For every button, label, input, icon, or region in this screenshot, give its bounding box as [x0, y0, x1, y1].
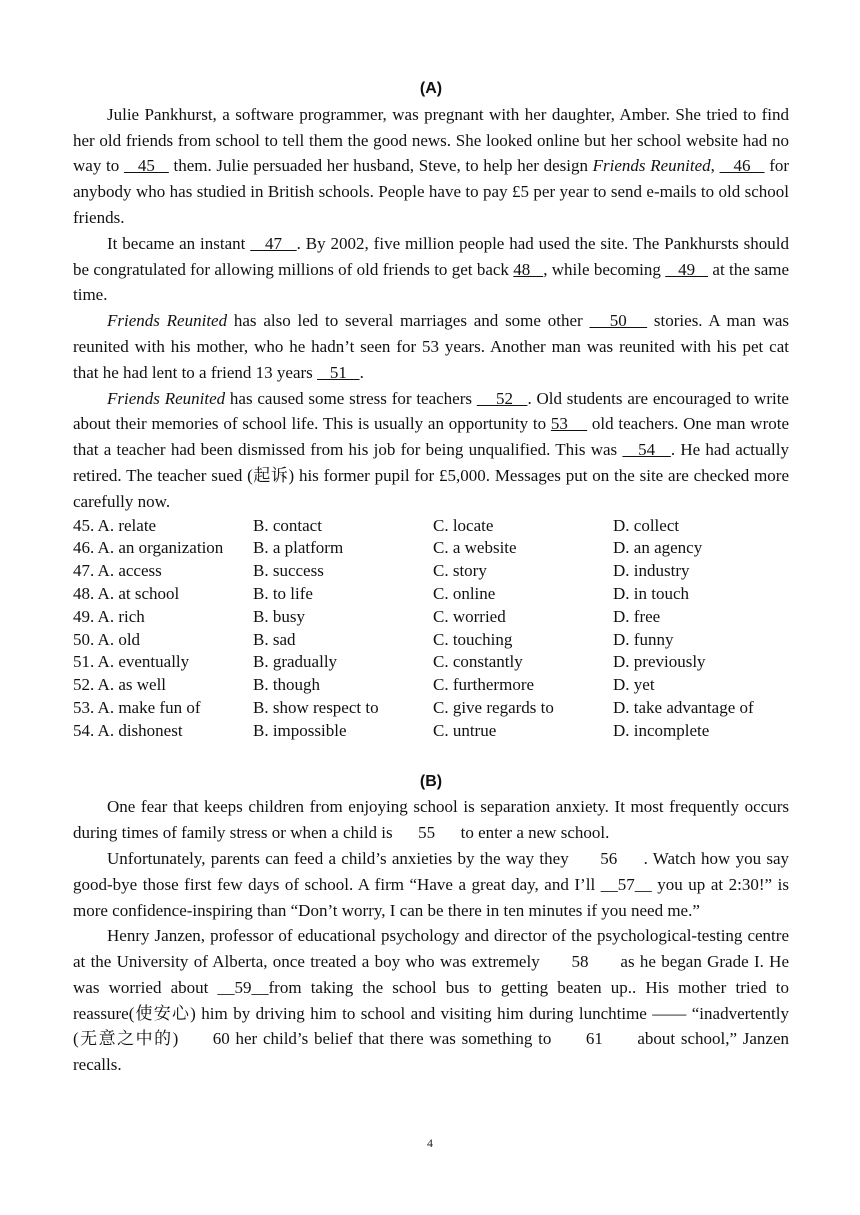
option-b: B. busy: [253, 606, 305, 626]
blank-58: 58: [545, 952, 616, 972]
passage-a-paragraph-1: Julie Pankhurst, a software programmer, was pregnant with her daughter, Amber. She tried to find her old friends from school to tell them the good news. She looked online but her school website had no way to 45 them. Julie persuaded her husband, Steve, to help her design Friends Reunited, 46 for anybody who has studied in British schools. People have to pay £5 per year to send e-mails to old school friends.: [73, 104, 790, 227]
option-d: D. industry: [613, 561, 690, 581]
passage-b-paragraph-2: Unfortunately, parents can feed a child’s anxieties by the way they 56 . Watch how you say good-bye those first few days of school. A firm “Have a great day, and I’ll __57__ you up at 2:30!” is more confidence-inspiring than “Don’t worry, I can be there in ten minutes if you need me.”: [73, 848, 789, 920]
blank-51: 51: [317, 362, 360, 382]
blank-46: 46: [719, 156, 765, 176]
section-spacer: [73, 743, 789, 769]
option-c: C. story: [433, 561, 487, 581]
option-row: [73, 697, 789, 720]
answer-options-a: [73, 515, 789, 743]
blank-55: 55: [396, 823, 457, 843]
option-row: [73, 720, 789, 743]
option-c: C. online: [433, 583, 496, 603]
passage-a-paragraph-2: It became an instant 47 . By 2002, five million people had used the site. The Pankhursts should be congratulated for allowing millions of old friends to get back 48 , while becoming 49 at the same time.: [73, 233, 790, 305]
option-b: B. to life: [253, 583, 313, 603]
option-a: 53. A. make fun of: [73, 697, 201, 717]
option-a: 45. A. relate: [73, 515, 157, 535]
option-row: [73, 515, 789, 538]
option-row: [73, 560, 789, 583]
blank-59: __59__: [217, 977, 269, 997]
document-page: [73, 76, 789, 1078]
option-a: 48. A. at school: [73, 583, 180, 603]
option-a: 47. A. access: [73, 561, 162, 581]
passage-b-paragraph-3: Henry Janzen, professor of educational psychology and director of the psychological-testing centre at the University of Alberta, once treated a boy who was extremely 58 as he began Grade I. He was worried about __59__from taking the school bus to getting beaten up.. His mother tried to reassure(使安心) him by driving him to school and visiting him during lunchtime —— “inadvertently (无意之中的) 60 her child’s belief that there was something to 61 about school,” Janzen recalls.: [73, 926, 790, 1075]
option-c: C. locate: [433, 515, 494, 535]
blank-47: 47: [250, 233, 297, 253]
blank-48: 48: [513, 259, 544, 279]
passage-a-paragraph-4: Friends Reunited has caused some stress for teachers 52 . Old students are encouraged to write about their memories of school life. This is usually an opportunity to 53 old teachers. One man wrote that a teacher had been dismissed from his job for being unqualified. This was 54 . He had actually retired. The teacher sued (起诉) his former pupil for £5,000. Messages put on the site are checked more carefully now.: [73, 388, 790, 511]
page-number: 4: [427, 1136, 433, 1150]
option-c: C. untrue: [433, 720, 497, 740]
option-row: [73, 674, 789, 697]
option-d: D. previously: [613, 652, 706, 672]
site-title: Friends Reunited: [107, 311, 228, 331]
option-b: B. gradually: [253, 652, 338, 672]
option-a: 54. A. dishonest: [73, 720, 183, 740]
option-b: B. a platform: [253, 538, 344, 558]
blank-54: 54: [622, 440, 671, 460]
option-b: B. show respect to: [253, 697, 379, 717]
section-b-heading: (B): [419, 772, 443, 790]
option-row: [73, 651, 789, 674]
passage-b-paragraph-1: One fear that keeps children from enjoying school is separation anxiety. It most frequently occurs during times of family stress or when a child is 55 to enter a new school.: [73, 797, 789, 843]
site-title: Friends Reunited: [592, 156, 711, 176]
option-d: D. in touch: [613, 583, 690, 603]
option-c: C. furthermore: [433, 675, 535, 695]
option-b: B. though: [253, 675, 321, 695]
option-a: 52. A. as well: [73, 675, 167, 695]
option-a: 50. A. old: [73, 629, 141, 649]
blank-49: 49: [665, 259, 709, 279]
blank-52: 52: [476, 388, 528, 408]
option-d: D. funny: [613, 629, 674, 649]
option-a: 46. A. an organization: [73, 538, 224, 558]
option-b: B. sad: [253, 629, 296, 649]
option-row: [73, 583, 789, 606]
option-b: B. impossible: [253, 720, 347, 740]
blank-45: 45: [123, 156, 169, 176]
blank-53: 53: [550, 414, 588, 434]
option-row: [73, 606, 789, 629]
option-d: D. yet: [613, 675, 655, 695]
option-c: C. a website: [433, 538, 517, 558]
option-b: B. success: [253, 561, 324, 581]
option-d: D. free: [613, 606, 661, 626]
option-c: C. give regards to: [433, 697, 554, 717]
blank-60: 60: [184, 1029, 230, 1049]
option-d: D. take advantage of: [613, 697, 754, 717]
blank-50: 50: [589, 311, 648, 331]
option-a: 51. A. eventually: [73, 652, 190, 672]
option-c: C. touching: [433, 629, 513, 649]
blank-61: 61: [557, 1029, 632, 1049]
option-c: C. worried: [433, 606, 506, 626]
section-a-heading: (A): [419, 80, 443, 97]
option-row: [73, 629, 789, 652]
option-c: C. constantly: [433, 652, 523, 672]
option-d: D. an agency: [613, 538, 703, 558]
site-title: Friends Reunited: [107, 388, 226, 408]
option-d: D. collect: [613, 515, 680, 535]
blank-57: __57__: [600, 874, 652, 894]
option-a: 49. A. rich: [73, 606, 145, 626]
option-row: [73, 537, 789, 560]
option-b: B. contact: [253, 515, 322, 535]
passage-a-paragraph-3: Friends Reunited has also led to several marriages and some other 50 stories. A man was reunited with his mother, who he hadn’t seen for 53 years. Another man was reunited with his pet cat that he had lent to a friend 13 years 51 .: [73, 311, 790, 382]
blank-56: 56: [573, 848, 644, 868]
option-d: D. incomplete: [613, 720, 710, 740]
